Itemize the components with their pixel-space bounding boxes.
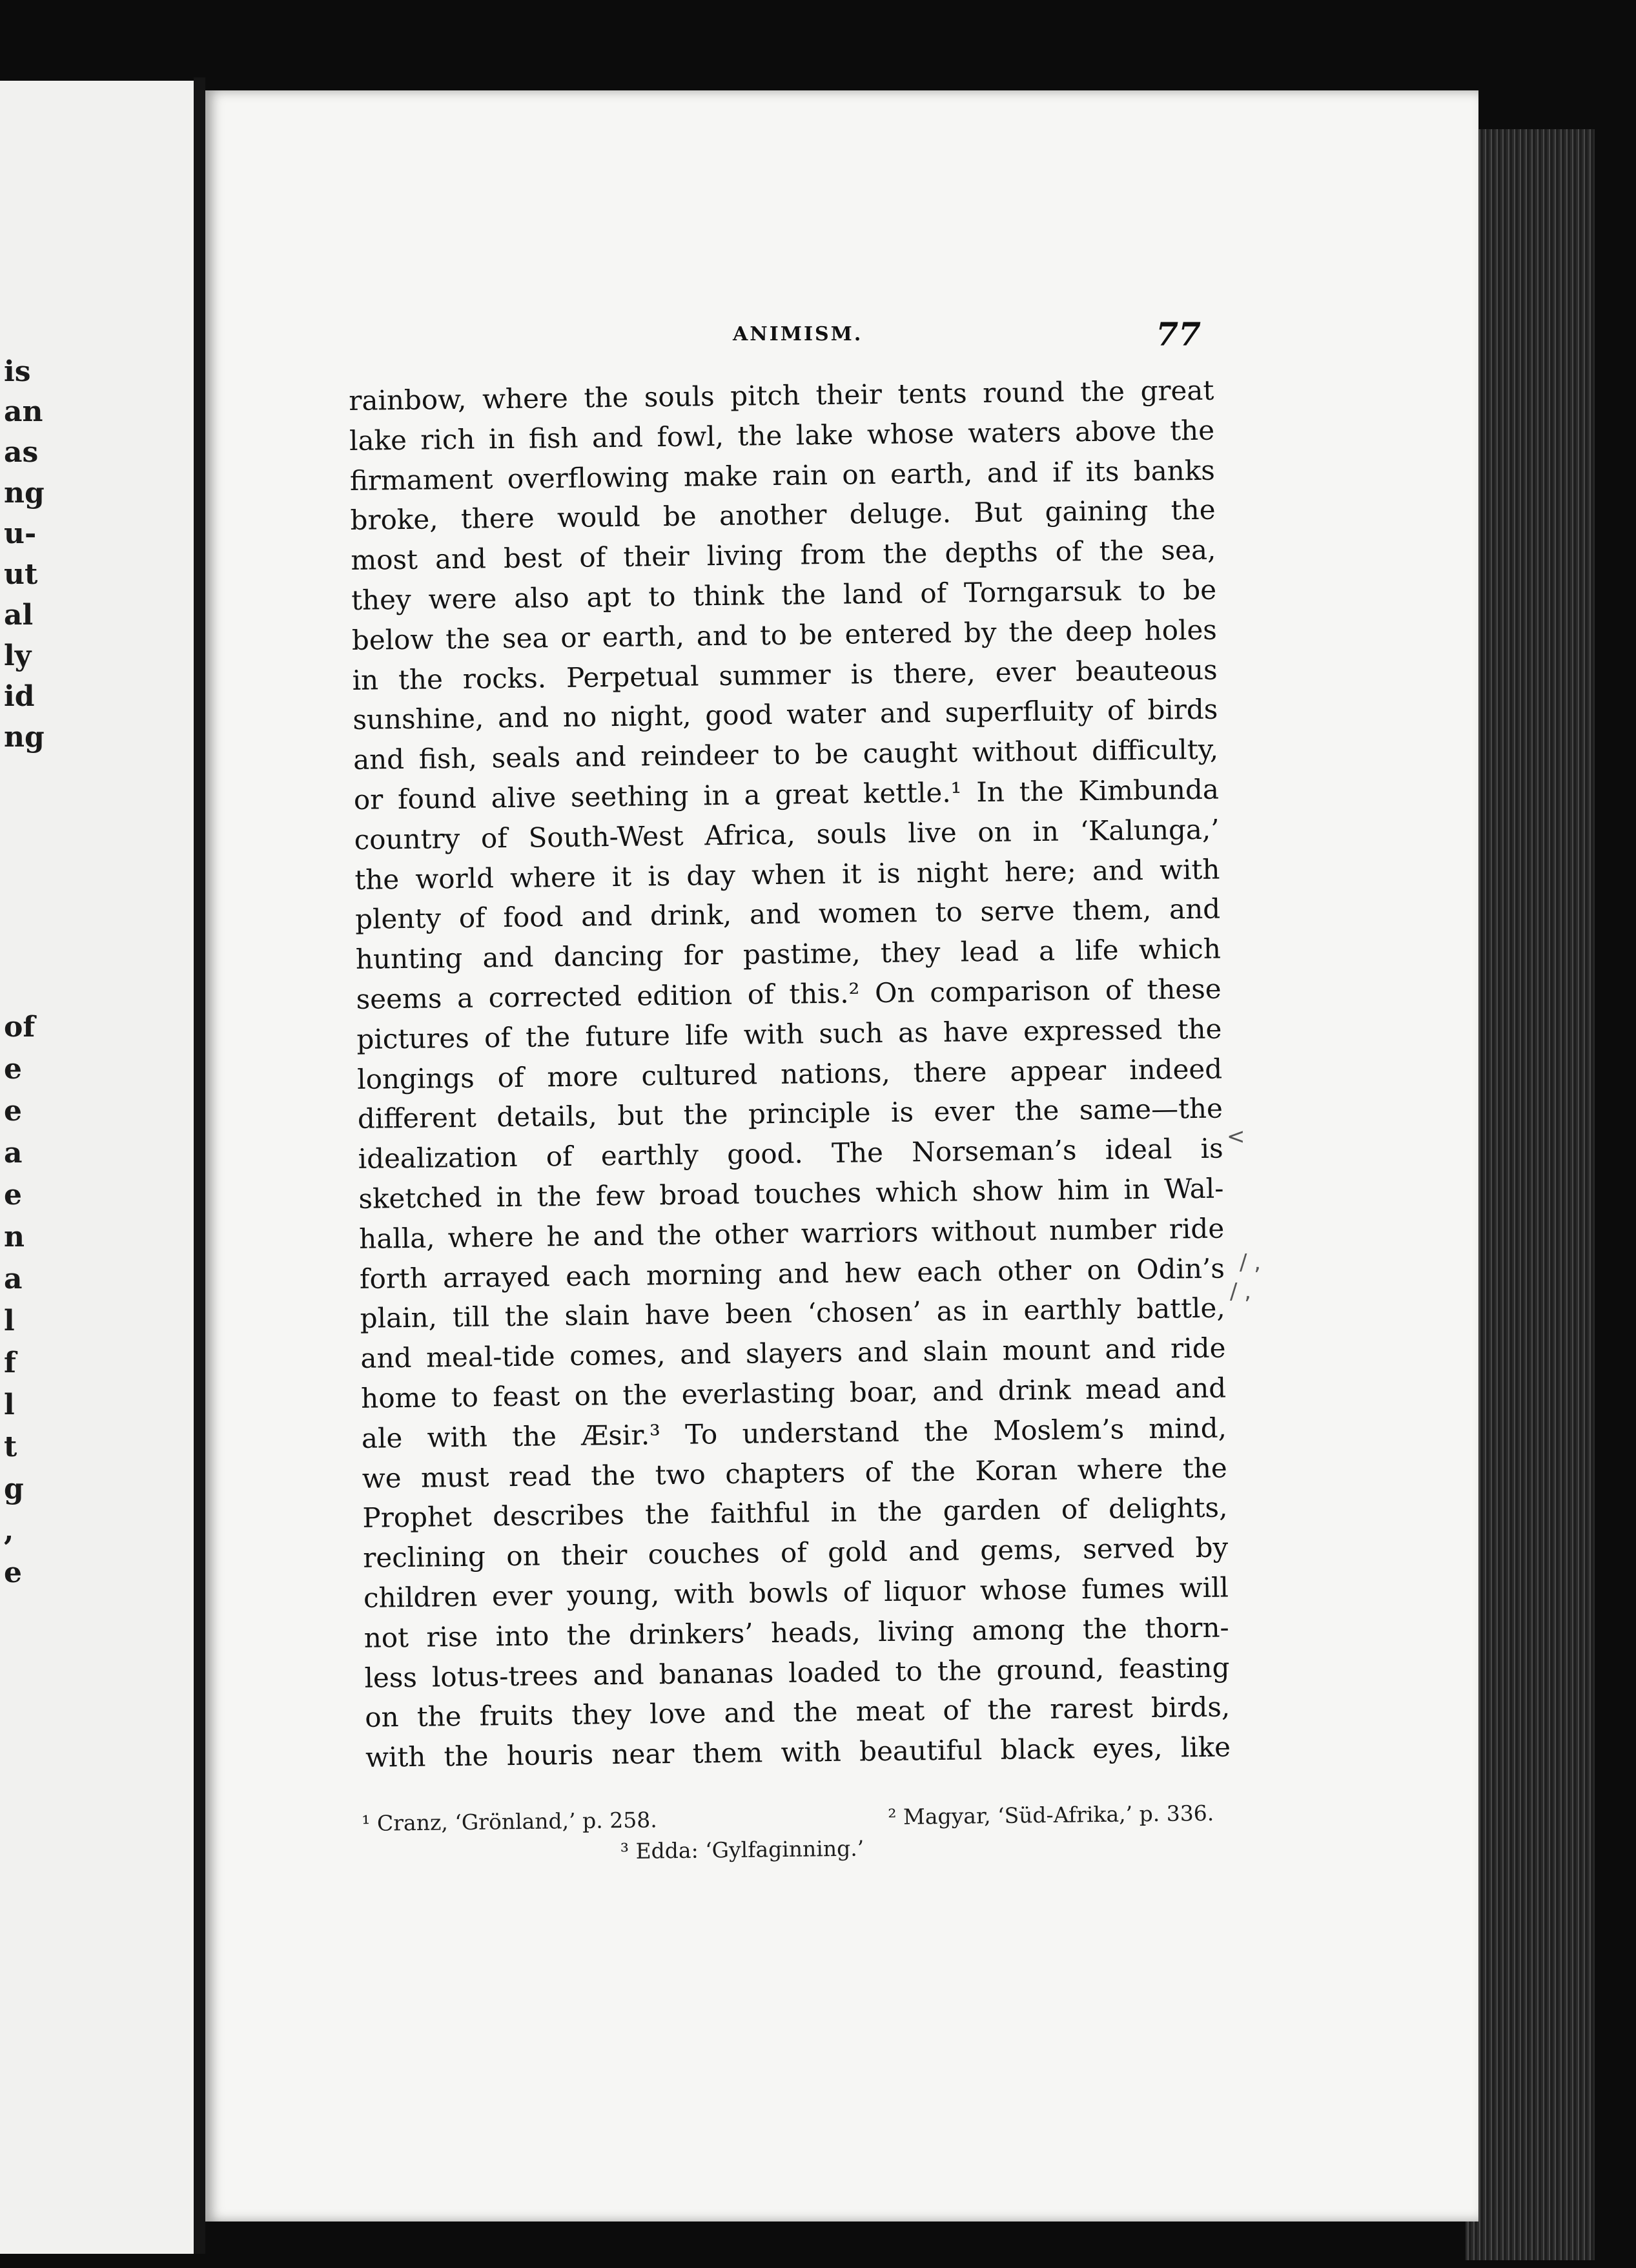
margin-mark: / , (1230, 1279, 1252, 1304)
text-line: country of South-West Africa, souls live on in ‘Kalunga,’ (354, 813, 1220, 856)
text-line: halla, where he and the other warriors without number ride (358, 1212, 1225, 1255)
text-line: home to feast on the everlasting boar, and drink mead and (360, 1372, 1227, 1414)
page-fore-edge (1466, 129, 1595, 2260)
facing-page-fragment-text: t (4, 1430, 17, 1463)
facing-page-fragment-text: as (4, 436, 39, 469)
facing-page-fragment-text: e (4, 1179, 22, 1211)
text-line: less lotus-trees and bananas loaded to the ground, feasting (364, 1651, 1230, 1694)
facing-page-fragment-text: u- (4, 517, 37, 550)
text-line: most and best of their living from the depths of the sea, (351, 533, 1216, 577)
margin-mark: / , (1240, 1250, 1262, 1275)
text-line: they were also apt to think the land of Torngarsuk to be (351, 573, 1217, 616)
facing-page-fragment-text: of (4, 1011, 36, 1044)
facing-page-fragment-text: ng (4, 477, 45, 510)
facing-page-fragment-text: ng (4, 721, 45, 754)
facing-page-fragment-text: al (4, 599, 34, 632)
text-line: sketched in the few broad touches which show him in Wal- (358, 1172, 1224, 1215)
text-line: below the sea or earth, and to be entered by the deep holes (351, 613, 1218, 656)
footnote-3: ³ Edda: ‘Gylfaginning.’ (620, 1835, 864, 1864)
facing-page-fragment-text: a (4, 1263, 23, 1295)
facing-page-fragment-text: l (4, 1304, 15, 1337)
text-line: ale with the Æsir.³ To understand the Moslem’s mind, (361, 1412, 1227, 1454)
text-line: longings of more cultured nations, there appear indeed (356, 1053, 1223, 1095)
text-line: with the houris near them with beautiful black eyes, like (365, 1731, 1231, 1773)
text-line: rainbow, where the souls pitch their tents round the great (349, 374, 1214, 417)
facing-page-fragment-text: e (4, 1095, 22, 1128)
text-line: firmament overflowing make rain on earth, and if its banks (349, 454, 1216, 497)
text-line: plenty of food and drink, and women to serve them, and (354, 892, 1221, 936)
facing-page-fragment-text: n (4, 1221, 25, 1253)
text-line: the world where it is day when it is night here; and with (354, 853, 1220, 896)
text-line: and fish, seals and reindeer to be caught without difficulty, (353, 733, 1219, 776)
running-head: ANIMISM. (733, 323, 863, 345)
body-text (349, 371, 1231, 1778)
facing-page-fragment-text: e (4, 1556, 22, 1589)
text-line: different details, but the principle is ever the same—the (357, 1092, 1223, 1135)
facing-page-fragment-text: ut (4, 558, 38, 591)
footnote-1: ¹ Cranz, ‘Grönland,’ p. 258. (362, 1807, 657, 1836)
text-line: children ever young, with bowls of liquor whose fumes will (363, 1571, 1229, 1614)
facing-page-fragment-text: an (4, 395, 43, 428)
text-line: forth arrayed each morning and hew each other on Odin’s (359, 1252, 1225, 1295)
text-line: in the rocks. Perpetual summer is there, ever beauteous (352, 654, 1218, 696)
text-line: not rise into the drinkers’ heads, living among the thorn- (363, 1611, 1229, 1654)
footnotes (362, 1798, 1214, 1870)
text-line: or found alive seething in a great kettle.¹ In the Kimbunda (353, 773, 1220, 816)
facing-page-fragment-text: g (4, 1472, 24, 1505)
text-line: plain, till the slain have been ‘chosen’ as in earthly battle, (360, 1292, 1225, 1335)
facing-page-fragment-text: id (4, 680, 35, 713)
facing-page-fragment-text: a (4, 1137, 23, 1170)
facing-page-fragment (0, 81, 194, 2254)
text-line: we must read the two chapters of the Koran where the (362, 1452, 1227, 1494)
text-line: sunshine, and no night, good water and superfluity of birds (353, 693, 1218, 736)
text-line: pictures of the future life with such as have expressed the (356, 1013, 1222, 1055)
text-line: idealization of earthly good. The Norseman’s ideal is (358, 1132, 1223, 1175)
text-line: Prophet describes the faithful in the garden of delights, (362, 1491, 1228, 1534)
facing-page-fragment-text: is (4, 355, 31, 388)
facing-page-fragment-text: e (4, 1053, 22, 1086)
text-line: seems a corrected edition of this.² On comparison of these (356, 973, 1222, 1015)
gutter (194, 77, 205, 2254)
footnote-2: ² Magyar, ‘Süd-Afrika,’ p. 336. (888, 1800, 1214, 1830)
text-line: reclining on their couches of gold and gems, served by (362, 1531, 1229, 1574)
facing-page-fragment-text: f (4, 1346, 16, 1379)
facing-page-fragment-text: ly (4, 639, 32, 672)
text-line: lake rich in fish and fowl, the lake whose waters above the (349, 414, 1215, 457)
text-line: on the fruits they love and the meat of the rarest birds, (364, 1691, 1231, 1734)
text-line: and meal-tide comes, and slayers and slain mount and ride (360, 1332, 1226, 1375)
margin-mark: < (1227, 1124, 1245, 1149)
page-header (349, 315, 1214, 375)
facing-page-fragment-text: , (4, 1514, 14, 1547)
text-line: hunting and dancing for pastime, they lead a life which (355, 933, 1222, 976)
text-line: broke, there would be another deluge. But gaining the (350, 494, 1216, 537)
page-number: 77 (1156, 315, 1201, 353)
facing-page-fragment-text: l (4, 1388, 15, 1421)
